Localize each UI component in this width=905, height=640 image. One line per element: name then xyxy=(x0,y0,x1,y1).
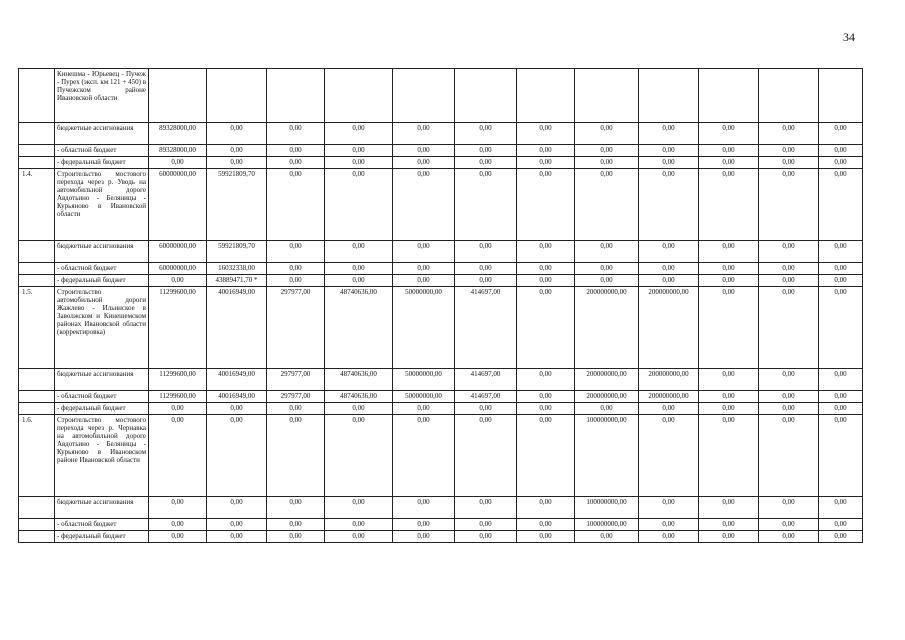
value-cell: 0,00 xyxy=(699,287,759,369)
value-cell: 60000000,00 xyxy=(149,169,207,241)
value-cell: 0,00 xyxy=(699,369,759,391)
value-cell: 0,00 xyxy=(759,391,819,403)
value-cell: 0,00 xyxy=(267,241,325,263)
value-cell: 0,00 xyxy=(699,275,759,287)
table-row xyxy=(19,391,863,403)
value-cell: 0,00 xyxy=(393,403,455,415)
value-cell: 0,00 xyxy=(819,415,863,497)
value-cell: 0,00 xyxy=(207,497,267,519)
value-cell: 0,00 xyxy=(455,145,517,157)
value-cell: 0,00 xyxy=(267,497,325,519)
value-cell: 0,00 xyxy=(639,169,699,241)
value-cell: 0,00 xyxy=(759,169,819,241)
table-row xyxy=(19,275,863,287)
value-cell: 0,00 xyxy=(819,275,863,287)
value-cell: 60000000,00 xyxy=(149,263,207,275)
value-cell: 0,00 xyxy=(517,391,575,403)
table-row xyxy=(19,403,863,415)
value-cell: 0,00 xyxy=(207,403,267,415)
table-body xyxy=(19,69,863,543)
value-cell: 0,00 xyxy=(267,123,325,145)
value-cell: 40016949,00 xyxy=(207,287,267,369)
value-cell: 16032338,00 xyxy=(207,263,267,275)
row-name-cell: - федеральный бюджет xyxy=(55,531,149,543)
value-cell: 0,00 xyxy=(393,241,455,263)
value-cell: 0,00 xyxy=(393,415,455,497)
value-cell: 0,00 xyxy=(819,169,863,241)
value-cell: 0,00 xyxy=(575,275,639,287)
value-cell: 0,00 xyxy=(325,531,393,543)
value-cell: 0,00 xyxy=(267,263,325,275)
row-index-cell xyxy=(19,369,55,391)
value-cell: 0,00 xyxy=(149,531,207,543)
value-cell: 0,00 xyxy=(575,157,639,169)
value-cell: 0,00 xyxy=(759,403,819,415)
table-row xyxy=(19,145,863,157)
row-name-cell: Строительство мостового перехода через р. Уводь на автомобильной дороге Авдотьино - Беляницы - Курьяново в Ивановской области xyxy=(55,169,149,241)
row-index-cell xyxy=(19,403,55,415)
value-cell: 0,00 xyxy=(267,519,325,531)
table-row xyxy=(19,157,863,169)
value-cell: 0,00 xyxy=(639,241,699,263)
table-row xyxy=(19,123,863,145)
value-cell: 0,00 xyxy=(267,531,325,543)
value-cell: 0,00 xyxy=(517,241,575,263)
value-cell: 11299600,00 xyxy=(149,287,207,369)
value-cell: 200000000,00 xyxy=(639,391,699,403)
value-cell: 0,00 xyxy=(639,145,699,157)
value-cell: 0,00 xyxy=(699,497,759,519)
value-cell: 0,00 xyxy=(149,275,207,287)
value-cell: 200000000,00 xyxy=(575,287,639,369)
value-cell: 0,00 xyxy=(393,123,455,145)
table-row xyxy=(19,369,863,391)
row-index-cell xyxy=(19,145,55,157)
value-cell: 0,00 xyxy=(517,403,575,415)
value-cell: 48740636,00 xyxy=(325,369,393,391)
value-cell: 11299600,00 xyxy=(149,391,207,403)
value-cell: 11299600,00 xyxy=(149,369,207,391)
value-cell: 0,00 xyxy=(639,415,699,497)
value-cell: 297977,00 xyxy=(267,391,325,403)
value-cell: 0,00 xyxy=(819,369,863,391)
value-cell: 0,00 xyxy=(267,169,325,241)
value-cell: 0,00 xyxy=(207,415,267,497)
value-cell: 0,00 xyxy=(325,169,393,241)
value-cell: 0,00 xyxy=(699,241,759,263)
value-cell: 0,00 xyxy=(455,519,517,531)
value-cell: 0,00 xyxy=(325,157,393,169)
value-cell: 0,00 xyxy=(455,169,517,241)
value-cell: 0,00 xyxy=(575,145,639,157)
value-cell: 200000000,00 xyxy=(575,369,639,391)
value-cell: 0,00 xyxy=(455,531,517,543)
value-cell: 0,00 xyxy=(517,531,575,543)
value-cell: 0,00 xyxy=(819,145,863,157)
value-cell: 0,00 xyxy=(149,157,207,169)
value-cell: 40016949,00 xyxy=(207,369,267,391)
value-cell xyxy=(639,69,699,123)
value-cell: 0,00 xyxy=(699,531,759,543)
value-cell: 0,00 xyxy=(639,275,699,287)
table-row xyxy=(19,69,863,123)
value-cell: 0,00 xyxy=(207,531,267,543)
value-cell: 0,00 xyxy=(639,519,699,531)
row-index-cell: 1.4. xyxy=(19,169,55,241)
value-cell: 40016949,00 xyxy=(207,391,267,403)
value-cell: 0,00 xyxy=(149,497,207,519)
value-cell: 0,00 xyxy=(759,369,819,391)
value-cell xyxy=(819,69,863,123)
value-cell: 0,00 xyxy=(517,275,575,287)
value-cell: 0,00 xyxy=(759,263,819,275)
value-cell xyxy=(149,69,207,123)
value-cell: 0,00 xyxy=(699,123,759,145)
value-cell: 50000000,00 xyxy=(393,391,455,403)
row-name-cell: - областной бюджет xyxy=(55,391,149,403)
row-index-cell: 1.6. xyxy=(19,415,55,497)
table-row xyxy=(19,497,863,519)
value-cell: 297977,00 xyxy=(267,369,325,391)
value-cell: 0,00 xyxy=(325,145,393,157)
value-cell: 0,00 xyxy=(325,415,393,497)
row-index-cell xyxy=(19,241,55,263)
value-cell: 0,00 xyxy=(455,157,517,169)
value-cell: 0,00 xyxy=(393,169,455,241)
row-index-cell xyxy=(19,123,55,145)
value-cell: 0,00 xyxy=(149,415,207,497)
value-cell: 0,00 xyxy=(759,123,819,145)
value-cell: 0,00 xyxy=(575,241,639,263)
row-name-cell: бюджетные ассигнования xyxy=(55,369,149,391)
row-index-cell xyxy=(19,391,55,403)
budget-table xyxy=(18,68,863,543)
value-cell: 0,00 xyxy=(819,123,863,145)
value-cell: 0,00 xyxy=(759,287,819,369)
value-cell: 0,00 xyxy=(819,519,863,531)
row-index-cell xyxy=(19,519,55,531)
row-name-cell: - областной бюджет xyxy=(55,519,149,531)
value-cell xyxy=(517,69,575,123)
value-cell: 0,00 xyxy=(267,157,325,169)
value-cell: 48740636,00 xyxy=(325,287,393,369)
value-cell: 100000000,00 xyxy=(575,497,639,519)
value-cell: 100000000,00 xyxy=(575,415,639,497)
value-cell: 0,00 xyxy=(819,287,863,369)
value-cell: 0,00 xyxy=(819,403,863,415)
page-number: 34 xyxy=(843,30,855,44)
value-cell xyxy=(699,69,759,123)
value-cell xyxy=(325,69,393,123)
value-cell: 100000000,00 xyxy=(575,519,639,531)
value-cell: 0,00 xyxy=(325,241,393,263)
value-cell: 0,00 xyxy=(575,169,639,241)
table-row xyxy=(19,169,863,241)
value-cell: 0,00 xyxy=(759,519,819,531)
table-row xyxy=(19,263,863,275)
row-index-cell xyxy=(19,157,55,169)
value-cell: 0,00 xyxy=(819,531,863,543)
row-index-cell: 1.5. xyxy=(19,287,55,369)
row-name-cell: - федеральный бюджет xyxy=(55,275,149,287)
value-cell: 0,00 xyxy=(699,157,759,169)
value-cell: 0,00 xyxy=(639,497,699,519)
row-name-cell: Кинешма - Юрьевец - Пучеж - Пурех (эксп. км 121 + 450) в Пучежском районе Ивановской области xyxy=(55,69,149,123)
value-cell: 0,00 xyxy=(149,403,207,415)
value-cell: 200000000,00 xyxy=(639,287,699,369)
value-cell: 0,00 xyxy=(699,169,759,241)
value-cell: 0,00 xyxy=(639,157,699,169)
value-cell: 0,00 xyxy=(325,403,393,415)
value-cell: 0,00 xyxy=(325,275,393,287)
value-cell: 414697,00 xyxy=(455,391,517,403)
value-cell: 0,00 xyxy=(267,145,325,157)
value-cell: 0,00 xyxy=(759,145,819,157)
value-cell: 0,00 xyxy=(759,415,819,497)
value-cell: 0,00 xyxy=(699,145,759,157)
value-cell: 0,00 xyxy=(267,415,325,497)
value-cell: 0,00 xyxy=(575,123,639,145)
value-cell: 0,00 xyxy=(455,263,517,275)
value-cell: 48740636,00 xyxy=(325,391,393,403)
value-cell xyxy=(575,69,639,123)
value-cell xyxy=(267,69,325,123)
row-name-cell: - областной бюджет xyxy=(55,263,149,275)
row-index-cell xyxy=(19,497,55,519)
value-cell: 0,00 xyxy=(819,391,863,403)
value-cell: 0,00 xyxy=(517,287,575,369)
value-cell: 0,00 xyxy=(517,145,575,157)
table-row xyxy=(19,241,863,263)
value-cell: 0,00 xyxy=(393,497,455,519)
value-cell: 0,00 xyxy=(325,497,393,519)
row-name-cell: - федеральный бюджет xyxy=(55,403,149,415)
value-cell: 0,00 xyxy=(207,519,267,531)
value-cell: 0,00 xyxy=(517,123,575,145)
value-cell: 0,00 xyxy=(759,531,819,543)
value-cell: 0,00 xyxy=(267,275,325,287)
value-cell: 0,00 xyxy=(455,241,517,263)
value-cell: 0,00 xyxy=(699,263,759,275)
value-cell: 0,00 xyxy=(639,531,699,543)
table-row xyxy=(19,287,863,369)
value-cell: 0,00 xyxy=(575,531,639,543)
value-cell: 0,00 xyxy=(517,497,575,519)
value-cell: 0,00 xyxy=(759,157,819,169)
value-cell: 0,00 xyxy=(819,263,863,275)
value-cell: 59921809,70 xyxy=(207,169,267,241)
value-cell: 0,00 xyxy=(455,403,517,415)
value-cell: 89328000,00 xyxy=(149,145,207,157)
value-cell: 0,00 xyxy=(517,157,575,169)
row-name-cell: - федеральный бюджет xyxy=(55,157,149,169)
value-cell xyxy=(207,69,267,123)
value-cell: 0,00 xyxy=(517,263,575,275)
value-cell: 0,00 xyxy=(455,123,517,145)
value-cell: 0,00 xyxy=(517,519,575,531)
row-name-cell: Строительство автомобильной дороги Жажлево - Ильинское в Заволжском и Кинешемском районах Ивановской области (корректировка) xyxy=(55,287,149,369)
value-cell: 0,00 xyxy=(639,123,699,145)
value-cell: 0,00 xyxy=(393,531,455,543)
row-index-cell xyxy=(19,275,55,287)
value-cell xyxy=(455,69,517,123)
table-row xyxy=(19,519,863,531)
value-cell: 414697,00 xyxy=(455,369,517,391)
value-cell: 297977,00 xyxy=(267,287,325,369)
value-cell: 0,00 xyxy=(393,145,455,157)
value-cell: 0,00 xyxy=(575,403,639,415)
value-cell: 200000000,00 xyxy=(575,391,639,403)
value-cell: 0,00 xyxy=(759,497,819,519)
value-cell: 0,00 xyxy=(639,403,699,415)
value-cell xyxy=(393,69,455,123)
value-cell: 0,00 xyxy=(639,263,699,275)
value-cell: 0,00 xyxy=(575,263,639,275)
row-index-cell xyxy=(19,69,55,123)
value-cell: 0,00 xyxy=(699,519,759,531)
table-row xyxy=(19,531,863,543)
value-cell: 0,00 xyxy=(325,519,393,531)
value-cell: 0,00 xyxy=(819,241,863,263)
row-index-cell xyxy=(19,531,55,543)
value-cell: 0,00 xyxy=(455,497,517,519)
value-cell: 0,00 xyxy=(759,275,819,287)
value-cell: 0,00 xyxy=(699,415,759,497)
value-cell: 0,00 xyxy=(267,403,325,415)
value-cell: 0,00 xyxy=(207,145,267,157)
value-cell: 43889471,70 * xyxy=(207,275,267,287)
value-cell: 0,00 xyxy=(699,391,759,403)
value-cell: 0,00 xyxy=(517,369,575,391)
value-cell: 0,00 xyxy=(207,123,267,145)
value-cell: 0,00 xyxy=(393,519,455,531)
value-cell: 0,00 xyxy=(393,275,455,287)
value-cell: 59921809,70 xyxy=(207,241,267,263)
value-cell: 0,00 xyxy=(393,157,455,169)
value-cell: 0,00 xyxy=(819,157,863,169)
value-cell: 0,00 xyxy=(393,263,455,275)
value-cell: 200000000,00 xyxy=(639,369,699,391)
value-cell: 414697,00 xyxy=(455,287,517,369)
row-name-cell: - областной бюджет xyxy=(55,145,149,157)
row-index-cell xyxy=(19,263,55,275)
value-cell: 50000000,00 xyxy=(393,287,455,369)
row-name-cell: бюджетные ассигнования xyxy=(55,497,149,519)
value-cell: 60000000,00 xyxy=(149,241,207,263)
value-cell: 0,00 xyxy=(759,241,819,263)
table-row xyxy=(19,415,863,497)
value-cell: 0,00 xyxy=(325,123,393,145)
value-cell: 0,00 xyxy=(325,263,393,275)
value-cell: 0,00 xyxy=(207,157,267,169)
value-cell: 0,00 xyxy=(819,497,863,519)
value-cell: 0,00 xyxy=(699,403,759,415)
value-cell: 50000000,00 xyxy=(393,369,455,391)
row-name-cell: бюджетные ассигнования xyxy=(55,241,149,263)
value-cell: 0,00 xyxy=(149,519,207,531)
value-cell xyxy=(759,69,819,123)
value-cell: 0,00 xyxy=(455,415,517,497)
value-cell: 89328000,00 xyxy=(149,123,207,145)
value-cell: 0,00 xyxy=(455,275,517,287)
value-cell: 0,00 xyxy=(517,415,575,497)
row-name-cell: бюджетные ассигнования xyxy=(55,123,149,145)
value-cell: 0,00 xyxy=(517,169,575,241)
row-name-cell: Строительство мостового перехода через р. Чернавка на автомобильной дороге Авдотьино - Беляницы - Курьяново в Ивановском районе Ивановской области xyxy=(55,415,149,497)
